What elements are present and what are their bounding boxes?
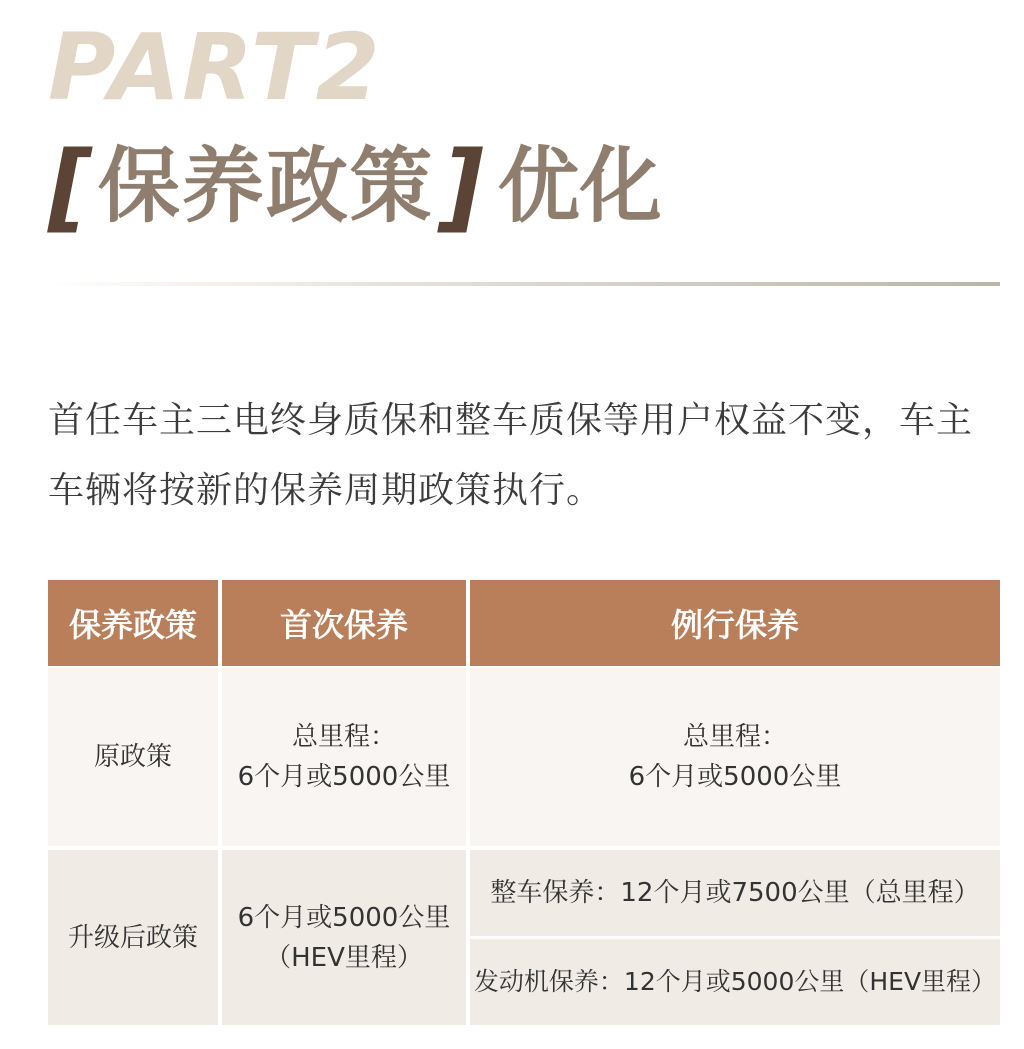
header-routine-maintenance: 例行保养: [470, 580, 1000, 666]
maintenance-policy-table: [48, 580, 1000, 1025]
row-upgraded-first: 6个月或5000公里 （HEV里程）: [222, 850, 466, 1025]
intro-paragraph: 首任车主三电终身质保和整车质保等用户权益不变，车主车辆将按新的保养周期政策执行。: [48, 400, 974, 511]
section-title: [48, 132, 662, 242]
row-original-label: 原政策: [48, 668, 218, 846]
part-label: PART2: [48, 14, 382, 121]
title-close-bracket: ]: [439, 131, 484, 243]
row-upgraded-label: 升级后政策: [48, 850, 218, 1025]
title-open-bracket: [: [48, 131, 92, 243]
row-original-first: 总里程： 6个月或5000公里: [222, 668, 466, 846]
row-original-routine: 总里程： 6个月或5000公里: [470, 668, 1000, 846]
header-first-maintenance: 首次保养: [222, 580, 466, 666]
title-divider: [48, 282, 1000, 286]
title-suffix: 优化: [497, 139, 662, 234]
title-main: 保养政策: [97, 139, 434, 234]
row-upgraded-routine-vehicle: 整车保养：12个月或7500公里（总里程）: [470, 850, 1000, 936]
row-upgraded-routine-engine: 发动机保养：12个月或5000公里（HEV里程）: [470, 939, 1000, 1025]
header-policy: 保养政策: [48, 580, 218, 666]
